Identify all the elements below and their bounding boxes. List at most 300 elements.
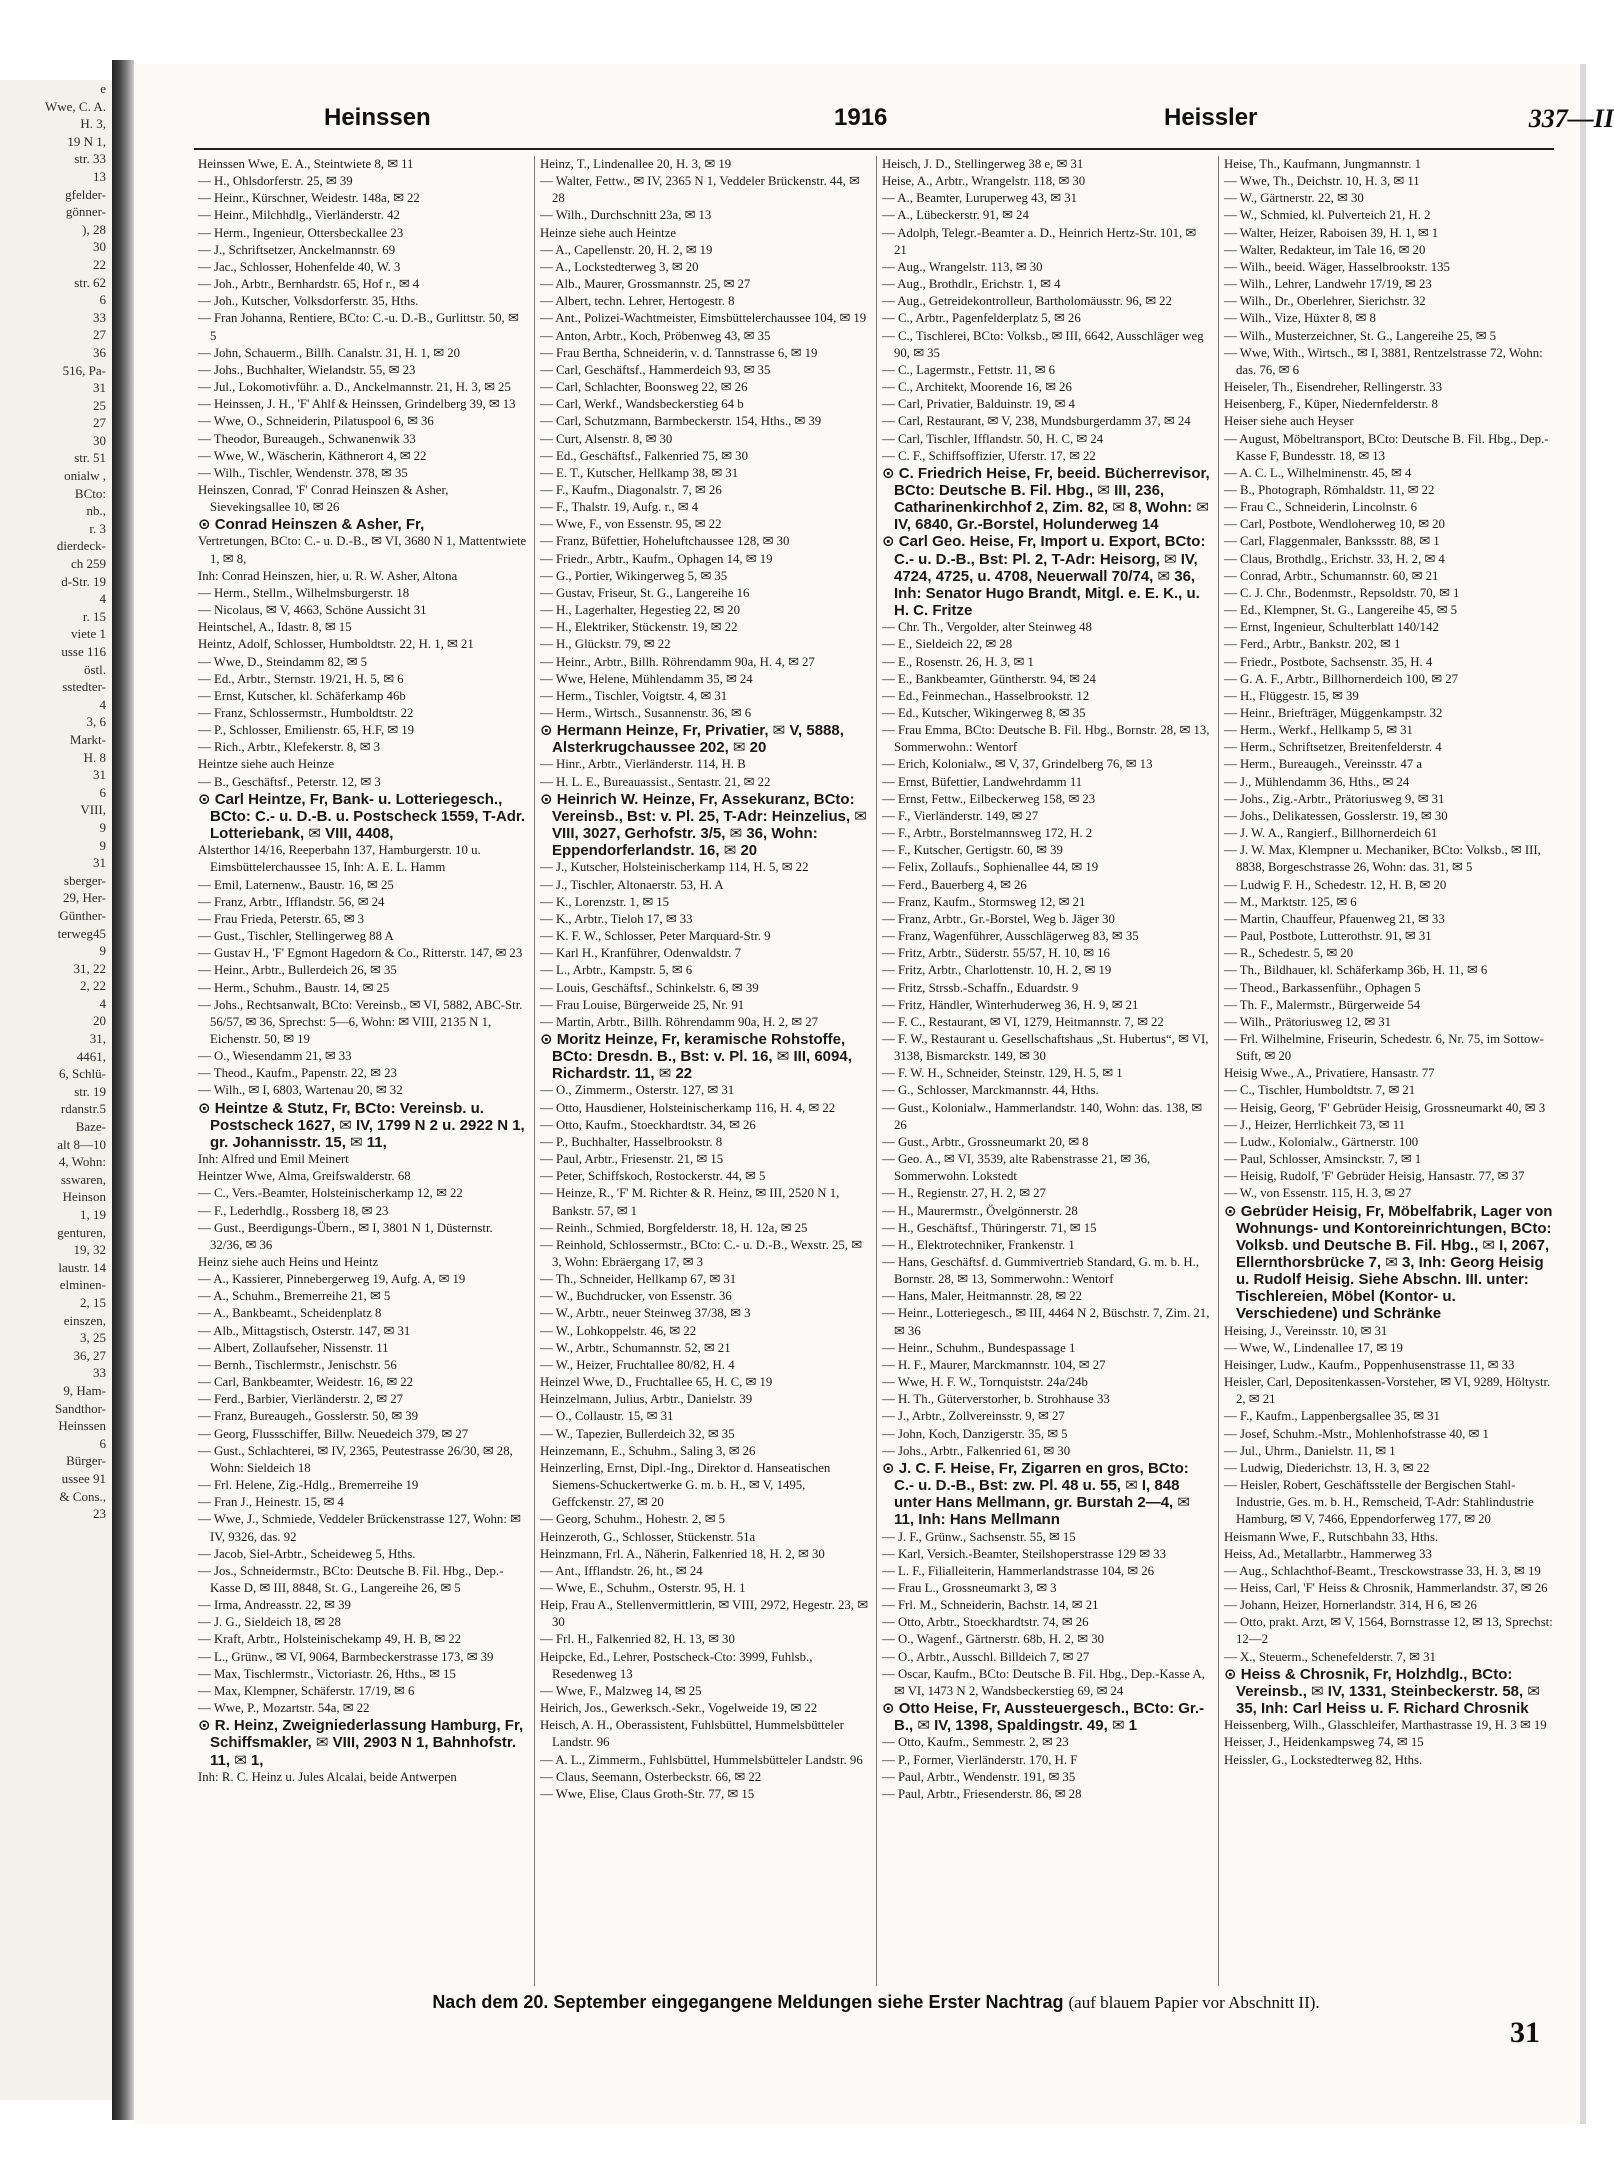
facing-page-line: elminen- — [59, 1277, 106, 1293]
directory-entry: — Heinssen, J. H., 'F' Ahlf & Heinssen, Grindelberg 39, ✉ 13 — [198, 397, 516, 412]
directory-entry: — Reinhold, Schlossermstr., BCto: C.- u. D.-B., Wexstr. 25, ✉ 3, Wohn: Ebräergang 17, ✉ 3 — [540, 1237, 862, 1269]
directory-entry: — H., Elektrotechniker, Frankenstr. 1 — [882, 1237, 1075, 1252]
facing-page-line: Bürger- — [66, 1453, 106, 1469]
directory-entry: — Gust., Tischler, Stellingerweg 88 A — [198, 929, 394, 944]
directory-entry: — Oscar, Kaufm., BCto: Deutsche B. Fil. Hbg., Dep.-Kasse A, ✉ VI, 1473 N 2, Wandsbeckerstieg 69, ✉ 24 — [882, 1666, 1205, 1698]
footer-note — [198, 1992, 1554, 2013]
directory-entry: — W., Heizer, Fruchtallee 80/82, H. 4 — [540, 1357, 735, 1372]
directory-entry: Heisch, A. H., Oberassistent, Fuhlsbüttel, Hummelsbütteler Landstr. 96 — [540, 1718, 844, 1750]
directory-entry: — Wilh., Vize, Hüxter 8, ✉ 8 — [1224, 311, 1376, 326]
facing-page-line: 33 — [93, 309, 106, 325]
directory-entry: — P., Former, Vierländerstr. 170, H. F — [882, 1752, 1078, 1767]
directory-entry: — Kraft, Arbtr., Holsteinischekamp 49, H. B, ✉ 22 — [198, 1632, 462, 1647]
directory-entry: — J., Arbtr., Zollvereinsstr. 9, ✉ 27 — [882, 1409, 1065, 1424]
facing-page-line: str. 33 — [74, 151, 106, 167]
directory-entry: — Paul, Arbtr., Friesenderstr. 86, ✉ 28 — [882, 1786, 1082, 1801]
directory-entry: — Jacob, Siel-Arbtr., Scheideweg 5, Hths. — [198, 1546, 416, 1561]
directory-entry: — Frl. H., Falkenried 82, H. 13, ✉ 30 — [540, 1632, 735, 1647]
facing-page-line: östl. — [83, 661, 106, 677]
facing-page-line: sswaren, — [60, 1171, 106, 1187]
directory-entry: — F. C., Restaurant, ✉ VI, 1279, Heitmannstr. 7, ✉ 22 — [882, 1014, 1164, 1029]
directory-entry: — H., Geschäftsf., Thüringerstr. 71, ✉ 15 — [882, 1220, 1097, 1235]
directory-entry: — Claus, Seemann, Osterbeckstr. 66, ✉ 22 — [540, 1769, 762, 1784]
facing-page-line: usse 116 — [61, 644, 106, 659]
directory-entry: — Heinr., Arbtr., Bullerdeich 26, ✉ 35 — [198, 963, 397, 978]
directory-entry: — Johs., Arbtr., Falkenried 61, ✉ 30 — [882, 1443, 1071, 1458]
directory-entry: — A., Bankbeamt., Scheidenplatz 8 — [198, 1306, 382, 1321]
directory-entry: — Franz, Schlossermstr., Humboldtstr. 22 — [198, 706, 414, 720]
directory-entry: — Herm., Bureaugeh., Vereinsstr. 47 a — [1224, 757, 1423, 772]
facing-page-line: VIII, — [80, 802, 106, 818]
facing-page-line: str. 62 — [74, 274, 106, 290]
directory-entry: — H., Regienstr. 27, H. 2, ✉ 27 — [882, 1186, 1046, 1201]
directory-entry: Heinzmann, Frl. A., Näherin, Falkenried 18, H. 2, ✉ 30 — [540, 1546, 825, 1561]
facing-page-line: 13 — [93, 168, 106, 184]
directory-entry: — Johs., Rechtsanwalt, BCto: Vereinsb., ✉ VI, 5882, ABC-Str. 56/57, ✉ 36, Sprechst: 5—6, Wohn: ✉ VIII, 2135 N 1, Eichenstr. 50, ✉ 19 — [198, 997, 523, 1046]
facing-page-line: nb., — [86, 503, 106, 519]
directory-entry: — C., Vers.-Beamter, Holsteinischerkamp 12, ✉ 22 — [198, 1186, 463, 1201]
directory-entry: — J., Tischler, Altonaerstr. 53, H. A — [540, 877, 724, 892]
facing-page-line: 3, 25 — [80, 1330, 106, 1346]
directory-entry: — Wilh., Musterzeichner, St. G., Langereihe 25, ✉ 5 — [1224, 328, 1497, 343]
scan-margin-top — [0, 0, 1600, 58]
directory-entry: Heisenberg, F., Küper, Niedernfelderstr. 8 — [1224, 397, 1438, 412]
directory-entry: — Walter, Heizer, Raboisen 39, H. 1, ✉ 1 — [1224, 225, 1439, 240]
facing-page-line: BCto: — [74, 485, 106, 501]
directory-entry: Heinzel Wwe, D., Fruchtallee 65, H. C, ✉ 19 — [540, 1375, 773, 1390]
directory-entry: — W., Schmied, kl. Pulverteich 21, H. 2 — [1224, 208, 1431, 223]
directory-entry: — Josef, Schuhm.-Mstr., Mohlenhofstrasse 40, ✉ 1 — [1224, 1426, 1489, 1441]
directory-entry: — Albert, Zollaufseher, Nissenstr. 11 — [198, 1340, 389, 1355]
facing-page-line: 31 — [93, 767, 106, 783]
directory-entry: — C. J. Chr., Bodenmstr., Repsoldstr. 70, ✉ 1 — [1224, 585, 1460, 600]
directory-entry: — O., Wiesendamm 21, ✉ 33 — [198, 1049, 352, 1064]
directory-entry: — Fritz, Strssb.-Schaffn., Eduardstr. 9 — [882, 980, 1079, 995]
directory-entry: ⊙ J. C. F. Heise, Fr, Zigarren en gros, BCto: C.- u. D.-B., Bst: zw. Pl. 48 u. 55, ✉ I, 848 unter Hans Mellmann, gr. Burstah 2—4, ✉ 11, Inh: Hans Mellmann — [882, 1459, 1190, 1529]
directory-entry: Heinzelmann, Julius, Arbtr., Danielstr. 39 — [540, 1392, 753, 1407]
facing-page-line: sstedter- — [62, 679, 106, 695]
column-divider — [534, 156, 535, 1986]
directory-entry: — C., Architekt, Moorende 16, ✉ 26 — [882, 380, 1072, 395]
directory-entry: — A., Lockstedterweg 3, ✉ 20 — [540, 259, 699, 274]
directory-entry: — O., Collaustr. 15, ✉ 31 — [540, 1409, 674, 1424]
facing-page-line: 36 — [93, 344, 106, 360]
facing-page-line: rdanstr.5 — [60, 1101, 106, 1117]
facing-page-line: 6 — [99, 784, 106, 800]
directory-entry: — Carl, Geschäftsf., Hammerdeich 93, ✉ 35 — [540, 362, 771, 377]
facing-page-line: r. 3 — [89, 520, 106, 536]
directory-entry: — Joh., Kutscher, Volksdorferstr. 35, Hths. — [198, 294, 419, 309]
facing-page-line: 9 — [99, 943, 106, 959]
directory-entry: — Karl H., Kranführer, Odenwaldstr. 7 — [540, 946, 741, 961]
directory-entry: Alsterthor 14/16, Reeperbahn 137, Hamburgerstr. 10 u. Eimsbüttelerchaussee 15, Inh: A. E. L. Hamm — [198, 843, 481, 875]
facing-page-line: 9, Ham- — [63, 1382, 106, 1398]
directory-entry: — Franz, Kaufm., Stormsweg 12, ✉ 21 — [882, 894, 1086, 909]
directory-entry: — Frl. Wilhelmine, Friseurin, Schedestr. 6, Nr. 75, im Sottow-Stift, ✉ 20 — [1224, 1031, 1544, 1064]
directory-entry: — J., Schriftsetzer, Anckelmannstr. 69 — [198, 242, 396, 257]
directory-entry: — E., Sieldeich 22, ✉ 28 — [882, 637, 1013, 652]
directory-entry: — Gustav H., 'F' Egmont Hagedorn & Co., Ritterstr. 147, ✉ 23 — [198, 946, 523, 961]
facing-page-line: 19, 32 — [73, 1242, 106, 1258]
directory-entry: — A., Lübeckerstr. 91, ✉ 24 — [882, 208, 1029, 223]
directory-entry: — Jac., Schlosser, Hohenfelde 40, W. 3 — [198, 259, 401, 274]
facing-page-line: d-Str. 19 — [61, 573, 106, 589]
directory-entry: — Karl, Versich.-Beamter, Steilshoperstrasse 129 ✉ 33 — [882, 1546, 1166, 1561]
directory-entry: Heinz, T., Lindenallee 20, H. 3, ✉ 19 — [540, 157, 732, 171]
facing-page-line: ussee 91 — [61, 1470, 106, 1486]
directory-entry: Heip, Frau A., Stellenvermittlerin, ✉ VIII, 2972, Hegestr. 23, ✉ 30 — [540, 1598, 868, 1630]
facing-page-line: 27 — [93, 327, 106, 343]
directory-entry: — Erich, Kolonialw., ✉ V, 37, Grindelberg 76, ✉ 13 — [882, 757, 1153, 772]
directory-entry: — Carl, Flaggenmaler, Bankssstr. 88, ✉ 1 — [1224, 534, 1440, 549]
book-gutter — [112, 60, 134, 2120]
directory-entry: — A. L., Zimmerm., Fuhlsbüttel, Hummelsbütteler Landstr. 96 — [540, 1752, 863, 1767]
directory-entry: — Martin, Chauffeur, Pfauenweg 21, ✉ 33 — [1224, 911, 1445, 926]
directory-entry: — Paul, Schlosser, Amsinckstr. 7, ✉ 1 — [1224, 1152, 1422, 1167]
directory-entry: — Wwe, W., Lindenallee 17, ✉ 19 — [1224, 1340, 1403, 1355]
facing-page-line: 6 — [99, 292, 106, 308]
facing-page-line: 4 — [99, 995, 106, 1011]
running-head-first-name: Heinssen — [324, 104, 431, 131]
running-head — [194, 104, 1614, 144]
directory-entry: ⊙ Conrad Heinszen & Asher, Fr, — [198, 516, 425, 534]
running-head-page: 337—II — [1528, 104, 1614, 133]
directory-entry: — Chr. Th., Vergolder, alter Steinweg 48 — [882, 620, 1092, 635]
facing-page-line: 516, Pa- — [62, 362, 106, 378]
facing-page-line: e — [100, 81, 106, 96]
directory-entry: — Reinh., Schmied, Borgfelderstr. 18, H. 12a, ✉ 25 — [540, 1220, 808, 1235]
directory-entry: Vertretungen, BCto: C.- u. D.-B., ✉ VI, 3680 N 1, Mattentwiete 1, ✉ 8, — [198, 534, 527, 566]
facing-page-line: 25 — [93, 397, 106, 413]
facing-page-line: 19 N 1, — [67, 133, 106, 149]
directory-entry: — H. F., Maurer, Marckmannstr. 104, ✉ 27 — [882, 1357, 1106, 1372]
directory-entry: — H., Maurermstr., Övelgönnerstr. 28 — [882, 1203, 1078, 1218]
directory-column-1 — [198, 156, 528, 1986]
directory-entry: — Max, Klempner, Schäferstr. 17/19, ✉ 6 — [198, 1683, 415, 1698]
facing-page-line: str. 19 — [74, 1083, 106, 1099]
directory-entry: — W., Buchdrucker, von Essenstr. 36 — [540, 1289, 732, 1304]
directory-entry: — F., Kaufm., Diagonalstr. 7, ✉ 26 — [540, 482, 722, 497]
facing-page-line: 4 — [99, 591, 106, 607]
directory-entry: — Otto, Kaufm., Semmestr. 2, ✉ 23 — [882, 1735, 1069, 1750]
directory-entry: — Gust., Beerdigungs-Übern., ✉ I, 3801 N 1, Düsternstr. 32/36, ✉ 36 — [198, 1220, 493, 1252]
directory-entry: — Johs., Buchhalter, Wielandstr. 55, ✉ 23 — [198, 362, 416, 377]
directory-entry: — B., Photograph, Römhaldstr. 11, ✉ 22 — [1224, 482, 1435, 497]
directory-entry: — Wilh., ✉ I, 6803, Wartenau 20, ✉ 32 — [198, 1083, 403, 1098]
directory-entry: — Max, Tischlermstr., Victoriastr. 26, Hths., ✉ 15 — [198, 1666, 456, 1681]
directory-entry: — H. L. E., Bureauassist., Sentastr. 21, ✉ 22 — [540, 774, 771, 789]
facing-page-line: laustr. 14 — [58, 1259, 106, 1275]
directory-entry: — C., Tischler, Humboldtstr. 7, ✉ 21 — [1224, 1083, 1416, 1098]
directory-entry: Heising, J., Vereinsstr. 10, ✉ 31 — [1224, 1323, 1388, 1338]
directory-entry: — Heinr., Lotteriegesch., ✉ III, 4464 N 2, Büschstr. 7, Zim. 21, ✉ 36 — [882, 1306, 1210, 1338]
directory-entry: — Johann, Heizer, Hornerlandstr. 314, H 6, ✉ 26 — [1224, 1598, 1477, 1613]
facing-page-line: 20 — [93, 1013, 106, 1029]
directory-entry: — Wilh., Prätoriusweg 12, ✉ 31 — [1224, 1014, 1392, 1029]
directory-entry: — Otto, Kaufm., Stoeckhardtstr. 34, ✉ 26 — [540, 1117, 756, 1132]
directory-entry: — Theodor, Bureaugeh., Schwanenwik 33 — [198, 431, 416, 446]
directory-entry: — K. F. W., Schlosser, Peter Marquard-Str. 9 — [540, 929, 771, 944]
facing-page-line: Wwe, C. A. — [44, 98, 106, 114]
directory-entry: — K., Arbtr., Tieloh 17, ✉ 33 — [540, 911, 693, 926]
running-head-year: 1916 — [834, 104, 888, 131]
directory-entry: — A., Capellenstr. 20, H. 2, ✉ 19 — [540, 242, 713, 257]
facing-page-line: alt 8—10 — [57, 1136, 106, 1152]
directory-entry: — L., Arbtr., Kampstr. 5, ✉ 6 — [540, 963, 693, 978]
footer-note-main: Nach dem 20. September eingegangene Meldungen siehe Erster Nachtrag — [432, 1992, 1064, 2012]
directory-entry: — Paul, Postbote, Lutterothstr. 91, ✉ 31 — [1224, 929, 1432, 944]
directory-entry: ⊙ R. Heinz, Zweigniederlassung Hamburg, Fr, Schiffsmakler, ✉ VIII, 2903 N 1, Bahnhofstr. 11, ✉ 1, — [198, 1717, 524, 1769]
directory-entry: — Herm., Ingenieur, Ottersbeckallee 23 — [198, 225, 404, 240]
directory-entry: Heinszen, Conrad, 'F' Conrad Heinszen & Asher, Sievekingsallee 10, ✉ 26 — [198, 482, 449, 515]
directory-entry: — J., Heizer, Herrlichkeit 73, ✉ 11 — [1224, 1117, 1406, 1132]
directory-entry: — Wwe, E., Schuhm., Osterstr. 95, H. 1 — [540, 1580, 746, 1595]
directory-entry: Heirich, Jos., Gewerksch.-Sekr., Vogelweide 19, ✉ 22 — [540, 1701, 818, 1716]
directory-entry: — J., Kutscher, Holsteinischerkamp 114, H. 5, ✉ 22 — [540, 860, 809, 875]
facing-page-fragment — [0, 80, 112, 2100]
directory-entry: — Ludwig, Diederichstr. 13, H. 3, ✉ 22 — [1224, 1460, 1430, 1475]
directory-entry: — Wilh., Durchschnitt 23a, ✉ 13 — [540, 208, 712, 223]
directory-entry: — H., Ohlsdorferstr. 25, ✉ 39 — [198, 174, 353, 189]
directory-entry: — E., Bankbeamter, Güntherstr. 94, ✉ 24 — [882, 671, 1096, 686]
facing-page-line: 4461, — [76, 1048, 106, 1064]
footer-note-paren: (auf blauem Papier vor Abschnitt II). — [1068, 1993, 1320, 2012]
facing-page-line: Heinson — [62, 1189, 106, 1205]
directory-entry: — C., Arbtr., Pagenfelderplatz 5, ✉ 26 — [882, 311, 1081, 326]
directory-entry: — Irma, Andreasstr. 22, ✉ 39 — [198, 1598, 351, 1613]
directory-entry: — Carl, Postbote, Wendloherweg 10, ✉ 20 — [1224, 517, 1445, 532]
directory-entry: — Heisler, Robert, Geschäftsstelle der Bergischen Stahl-Industrie, Ges. m. b. H., Remscheid, T-Adr: Stahlindustrie Hamburg, ✉ V, 7466, Eppendorferweg 177, ✉ 20 — [1224, 1478, 1534, 1527]
directory-entry: — Fran J., Heinestr. 15, ✉ 4 — [198, 1495, 344, 1510]
directory-entry: — Wilh., beeid. Wäger, Hasselbrookstr. 135 — [1224, 259, 1450, 274]
directory-entry: — August, Möbeltransport, BCto: Deutsche B. Fil. Hbg., Dep.-Kasse F, Bundesstr. 18, ✉ 13 — [1224, 431, 1549, 463]
directory-entry: — F., Kaufm., Lappenbergsallee 35, ✉ 31 — [1224, 1409, 1440, 1424]
directory-entry: — G., Portier, Wikingerweg 5, ✉ 35 — [540, 568, 728, 583]
facing-page-line: 31 — [93, 855, 106, 871]
facing-page-line: Markt- — [69, 731, 106, 747]
directory-entry: — John, Koch, Danzigerstr. 35, ✉ 5 — [882, 1426, 1068, 1441]
directory-entry: — Frau C., Schneiderin, Lincolnstr. 6 — [1224, 500, 1417, 515]
directory-entry: — Frau Emma, BCto: Deutsche B. Fil. Hbg., Bornstr. 28, ✉ 13, Sommerwohn.: Wentorf — [882, 723, 1210, 755]
directory-entry: — H., Lagerhalter, Hegestieg 22, ✉ 20 — [540, 603, 740, 618]
directory-entry: — F. W., Restaurant u. Gesellschaftshaus „St. Hubertus“, ✉ VI, 3138, Bismarckstr. 149, ✉ 30 — [882, 1031, 1209, 1064]
directory-entry: — Friedr., Arbtr., Kaufm., Ophagen 14, ✉ 19 — [540, 551, 773, 566]
directory-entry: — Bernh., Tischlermstr., Jenischstr. 56 — [198, 1357, 397, 1372]
directory-entry: — O., Zimmerm., Osterstr. 127, ✉ 31 — [540, 1083, 735, 1098]
directory-entry: — Hans, Geschäftsf. d. Gummivertrieb Standard, G. m. b. H., Bornstr. 28, ✉ 13, Sommerwohn.: Wentorf — [882, 1255, 1200, 1287]
directory-entry: — Gust., Arbtr., Grossneumarkt 20, ✉ 8 — [882, 1134, 1089, 1149]
facing-page-line: 30 — [93, 239, 106, 255]
directory-entry: — F. W. H., Schneider, Steinstr. 129, H. 5, ✉ 1 — [882, 1066, 1123, 1081]
directory-entry: ⊙ Gebrüder Heisig, Fr, Möbelfabrik, Lager von Wohnungs- und Kontoreinrichtungen, BCto: Volksb. und Deutsche B. Fil. Hbg., ✉ I, 2067, Ellernthorsbrücke 7, ✉ 3, Inh: Georg Heisig u. Rudolf Heisig. Siehe Abschn. III. unter: Tischlereien, Möbel (Kontor- u. Verschiedene) und Schränke — [1224, 1202, 1553, 1323]
directory-entry: Heiseler, Th., Eisendreher, Rellingerstr. 33 — [1224, 380, 1443, 395]
directory-entry: — Georg, Schuhm., Hohestr. 2, ✉ 5 — [540, 1512, 726, 1527]
directory-entry: Heinssen Wwe, E. A., Steintwiete 8, ✉ 11 — [198, 157, 414, 171]
directory-entry: — Otto, Hausdiener, Holsteinischerkamp 116, H. 4, ✉ 22 — [540, 1100, 836, 1115]
facing-page-line: Baze- — [75, 1119, 106, 1135]
directory-entry: — Otto, prakt. Arzt, ✉ V, 1564, Bornstrasse 12, ✉ 13, Sprechst: 12—2 — [1224, 1615, 1553, 1647]
facing-page-line: 31, — [89, 1031, 106, 1047]
facing-page-line: 33 — [93, 1365, 106, 1381]
directory-entry: — Frau Bertha, Schneiderin, v. d. Tannstrasse 6, ✉ 19 — [540, 345, 818, 360]
directory-entry: — O., Wagenf., Gärtnerstr. 68b, H. 2, ✉ 30 — [882, 1632, 1104, 1647]
directory-entry: — W., Arbtr., Schumannstr. 52, ✉ 21 — [540, 1340, 731, 1355]
directory-entry: — Aug., Getreidekontrolleur, Bartholomäusstr. 96, ✉ 22 — [882, 294, 1172, 309]
directory-entry: — W., Gärtnerstr. 22, ✉ 30 — [1224, 191, 1364, 206]
directory-entry: — Frau Frieda, Peterstr. 65, ✉ 3 — [198, 911, 365, 926]
directory-entry: — Louis, Geschäftsf., Schinkelstr. 6, ✉ 39 — [540, 980, 759, 995]
directory-entry: Heisig Wwe., A., Privatiere, Hansastr. 77 — [1224, 1066, 1435, 1081]
directory-entry: — Wwe, With., Wirtsch., ✉ I, 3881, Rentzelstrasse 72, Wohn: das. 76, ✉ 6 — [1224, 345, 1543, 377]
facing-page-line: ch 259 — [70, 556, 106, 572]
directory-entry: — Heinr., Schuhm., Bundespassage 1 — [882, 1340, 1076, 1355]
directory-entry: — Jos., Schneidermstr., BCto: Deutsche B. Fil. Hbg., Dep.-Kasse D, ✉ III, 8848, St. G., Langereihe 26, ✉ 5 — [198, 1563, 504, 1595]
directory-entry: — C., Tischlerei, BCto: Volksb., ✉ III, 6642, Ausschläger weg 90, ✉ 35 — [882, 328, 1204, 360]
directory-entry: — B., Geschäftsf., Peterstr. 12, ✉ 3 — [198, 774, 381, 789]
directory-entry: — Herm., Tischler, Voigtstr. 4, ✉ 31 — [540, 688, 728, 703]
facing-page-line: Sandthor- — [54, 1400, 106, 1416]
directory-entry: — W., Arbtr., neuer Steinweg 37/38, ✉ 3 — [540, 1306, 751, 1321]
directory-entry: — Fritz, Arbtr., Süderstr. 55/57, H. 10, ✉ 16 — [882, 946, 1110, 961]
facing-page-line: viete 1 — [70, 626, 106, 642]
directory-entry: — Carl, Tischler, Ifflandstr. 50, H. C, ✉ 24 — [882, 431, 1104, 446]
facing-page-line: 31 — [93, 380, 106, 396]
facing-page-line: onialw , — [64, 468, 106, 484]
directory-entry: — Ludw., Kolonialw., Gärtnerstr. 100 — [1224, 1134, 1419, 1149]
directory-entry: — Wwe, F., Malzweg 14, ✉ 25 — [540, 1683, 702, 1698]
directory-entry: — Wwe, D., Steindamm 82, ✉ 5 — [198, 654, 368, 669]
directory-entry: — Rich., Arbtr., Klefekerstr. 8, ✉ 3 — [198, 740, 381, 755]
directory-entry: — Emil, Laternenw., Baustr. 16, ✉ 25 — [198, 877, 394, 892]
directory-entry: — Frau Louise, Bürgerweide 25, Nr. 91 — [540, 997, 745, 1012]
directory-entry: Heipcke, Ed., Lehrer, Postscheck-Cto: 3999, Fuhlsb., Resedenweg 13 — [540, 1649, 813, 1681]
facing-page-line: gfelder- — [65, 186, 106, 202]
directory-entry: — Ed., Kutscher, Wikingerweg 8, ✉ 35 — [882, 706, 1086, 720]
directory-entry: — Albert, techn. Lehrer, Hertogestr. 8 — [540, 294, 735, 309]
directory-column-3 — [882, 156, 1212, 1986]
facing-page-line: Heinssen — [58, 1418, 106, 1434]
directory-entry: — Fritz, Arbtr., Charlottenstr. 10, H. 2, ✉ 19 — [882, 963, 1112, 978]
directory-entry: — Herm., Schuhm., Baustr. 14, ✉ 25 — [198, 980, 390, 995]
directory-entry: — Aug., Brothdlr., Erichstr. 1, ✉ 4 — [882, 277, 1061, 292]
directory-entry: — C. F., Schiffsoffizier, Uferstr. 17, ✉ 22 — [882, 448, 1096, 463]
directory-entry: — John, Schauerm., Billh. Canalstr. 31, H. 1, ✉ 20 — [198, 345, 461, 360]
directory-entry: — Franz, Büfettier, Hoheluftchaussee 128, ✉ 30 — [540, 534, 790, 549]
directory-entry: — A., Kassierer, Pinnebergerweg 19, Aufg. A, ✉ 19 — [198, 1272, 466, 1287]
directory-entry: — J. G., Sieldeich 18, ✉ 28 — [198, 1615, 341, 1630]
directory-entry: — Wilh., Tischler, Wendenstr. 378, ✉ 35 — [198, 465, 408, 480]
directory-entry: — Claus, Brothdlg., Erichstr. 33, H. 2, ✉ 4 — [1224, 551, 1445, 566]
directory-entry: — Felix, Zollaufs., Sophienallee 44, ✉ 19 — [882, 860, 1099, 875]
facing-page-line: H. 8 — [83, 749, 106, 765]
facing-page-line: 9 — [99, 837, 106, 853]
directory-entry: Heinze siehe auch Heintze — [540, 225, 677, 240]
facing-page-line: 27 — [93, 415, 106, 431]
directory-entry: — W., von Essenstr. 115, H. 3, ✉ 27 — [1224, 1186, 1412, 1201]
directory-entry: — Walter, Redakteur, im Tale 16, ✉ 20 — [1224, 242, 1426, 257]
directory-entry: Heintz, Adolf, Schlosser, Humboldtstr. 22, H. 1, ✉ 21 — [198, 637, 474, 652]
facing-page-line: 3, 6 — [86, 714, 106, 730]
directory-entry: — Wwe, H. F. W., Tornquiststr. 24a/24b — [882, 1375, 1088, 1390]
directory-entry: — Wwe, O., Schneiderin, Pilatuspool 6, ✉ 36 — [198, 414, 434, 429]
directory-entry: Heisch, J. D., Stellingerweg 38 e, ✉ 31 — [882, 157, 1084, 171]
directory-entry: — F., Vierländerstr. 149, ✉ 27 — [882, 808, 1039, 823]
directory-entry: — Theod., Barkassenführ., Ophagen 5 — [1224, 980, 1421, 995]
directory-entry: — Heinze, R., 'F' M. Richter & R. Heinz, ✉ III, 2520 N 1, Bankstr. 57, ✉ 1 — [540, 1186, 840, 1218]
directory-entry: — Ed., Klempner, St. G., Langereihe 45, ✉ 5 — [1224, 603, 1458, 618]
facing-page-line: & Cons., — [59, 1488, 106, 1504]
directory-entry: Heisinger, Ludw., Kaufm., Poppenhusenstrasse 11, ✉ 33 — [1224, 1357, 1515, 1372]
directory-entry: ⊙ Heintze & Stutz, Fr, BCto: Vereinsb. u. Postscheck 1627, ✉ IV, 1799 N 2 u. 2922 N 1, gr. Johannisstr. 15, ✉ 11, — [198, 1099, 525, 1151]
directory-entry: — Carl, Schutzmann, Barmbeckerstr. 154, Hths., ✉ 39 — [540, 414, 822, 429]
directory-entry: — Franz, Wagenführer, Ausschlägerweg 83, ✉ 35 — [882, 929, 1139, 944]
directory-entry: — Frl. Helene, Zig.-Hdlg., Bremerreihe 19 — [198, 1478, 419, 1493]
facing-page-line: 1, 19 — [80, 1207, 106, 1222]
directory-entry: — Martin, Arbtr., Billh. Röhrendamm 90a, H. 2, ✉ 27 — [540, 1014, 819, 1029]
directory-entry: — Aug., Wrangelstr. 113, ✉ 30 — [882, 259, 1043, 274]
header-rule — [194, 148, 1554, 150]
directory-entry: — Frl. M., Schneiderin, Bachstr. 14, ✉ 21 — [882, 1598, 1099, 1613]
directory-entry: — Johs., Zig.-Arbtr., Prätoriusweg 9, ✉ 31 — [1224, 791, 1445, 806]
directory-entry: — Heinr., Milchhdlg., Vierländerstr. 42 — [198, 208, 400, 223]
directory-entry: ⊙ Moritz Heinze, Fr, keramische Rohstoffe, BCto: Dresdn. B., Bst: v. Pl. 16, ✉ III, 6094, Richardstr. 11, ✉ 22 — [540, 1030, 852, 1083]
directory-entry: — Heisig, Georg, 'F' Gebrüder Heisig, Grossneumarkt 40, ✉ 3 — [1224, 1100, 1546, 1115]
facing-page-line: str. 51 — [74, 450, 106, 466]
facing-page-line: 29, Her- — [62, 890, 106, 906]
directory-entry: — Curt, Alsenstr. 8, ✉ 30 — [540, 431, 673, 446]
directory-entry: — Paul, Arbtr., Wendenstr. 191, ✉ 35 — [882, 1769, 1076, 1784]
directory-entry: — Carl, Privatier, Balduinstr. 19, ✉ 4 — [882, 397, 1075, 412]
directory-entry: — Ant., Polizei-Wachtmeister, Eimsbüttelerchaussee 104, ✉ 19 — [540, 311, 867, 326]
directory-entry: Heintze siehe auch Heinze — [198, 757, 335, 772]
directory-entry: — L. F., Filialleiterin, Hammerlandstrasse 104, ✉ 26 — [882, 1563, 1154, 1578]
directory-entry: — Hans, Maler, Heitmannstr. 28, ✉ 22 — [882, 1289, 1083, 1304]
column-divider — [1218, 156, 1219, 1986]
directory-entry: — Ludwig F. H., Schedestr. 12, H. B, ✉ 20 — [1224, 877, 1447, 892]
directory-entry: — Ed., Arbtr., Sternstr. 19/21, H. 5, ✉ 6 — [198, 671, 404, 686]
directory-entry: — W., Tapezier, Bullerdeich 32, ✉ 35 — [540, 1426, 735, 1441]
directory-entry: — C., Lagermstr., Fettstr. 11, ✉ 6 — [882, 362, 1056, 377]
directory-entry: — G., Schlosser, Marckmannstr. 44, Hths. — [882, 1083, 1099, 1098]
directory-entry: — Alb., Mittagstisch, Osterstr. 147, ✉ 31 — [198, 1323, 411, 1338]
directory-entry: — E., Rosenstr. 26, H. 3, ✉ 1 — [882, 654, 1034, 669]
directory-entry: — Ed., Feinmechan., Hasselbrookstr. 12 — [882, 688, 1090, 703]
directory-entry: Heisser, J., Heidenkampsweg 74, ✉ 15 — [1224, 1735, 1424, 1750]
directory-entry: — Ant., Ifflandstr. 26, ht., ✉ 24 — [540, 1563, 703, 1578]
directory-entry: — Carl, Bankbeamter, Weidestr. 16, ✉ 22 — [198, 1375, 414, 1390]
directory-entry: — Wwe, Th., Deichstr. 10, H. 3, ✉ 11 — [1224, 174, 1420, 189]
facing-page-line: 30 — [93, 432, 106, 448]
facing-page-line: ), 28 — [82, 221, 106, 237]
directory-entry: — H., Glückstr. 79, ✉ 22 — [540, 637, 671, 652]
directory-entry: — A., Schuhm., Bremerreihe 21, ✉ 5 — [198, 1289, 391, 1304]
directory-entry: — J. F., Grünw., Sachsenstr. 55, ✉ 15 — [882, 1529, 1076, 1544]
directory-entry: Heintzer Wwe, Alma, Greifswalderstr. 68 — [198, 1169, 411, 1184]
directory-entry: — Wwe, Helene, Mühlendamm 35, ✉ 24 — [540, 671, 753, 686]
directory-entry: ⊙ C. Friedrich Heise, Fr, beeid. Bücherrevisor, BCto: Deutsche B. Fil. Hbg., ✉ III, 236, Catharinenkirchhof 2, Zim. 82, ✉ 8, Wohn: ✉ IV, 6840, Gr.-Borstel, Holunderweg 14 — [882, 464, 1210, 534]
directory-entry: — Th. F., Malermstr., Bürgerweide 54 — [1224, 997, 1421, 1012]
directory-entry: ⊙ Carl Heintze, Fr, Bank- u. Lotteriegesch., BCto: C.- u. D.-B. u. Postscheck 1559, T-Adr. Lotteriebank, ✉ VIII, 4408, — [198, 790, 526, 843]
directory-entry: — Peter, Schiffskoch, Rostockerstr. 44, ✉ 5 — [540, 1169, 766, 1184]
directory-entry: — Wilh., Dr., Oberlehrer, Sierichstr. 32 — [1224, 294, 1426, 309]
facing-page-line: dierdeck- — [56, 538, 106, 554]
directory-entry: — Th., Bildhauer, kl. Schäferkamp 36b, H. 11, ✉ 6 — [1224, 963, 1488, 978]
directory-entry: — H., Flüggestr. 15, ✉ 39 — [1224, 688, 1359, 703]
directory-entry: — Ernst, Ingenieur, Schulterblatt 140/142 — [1224, 620, 1439, 635]
directory-entry: Heinzeroth, G., Schlosser, Stückenstr. 51a — [540, 1529, 756, 1544]
directory-entry: Heise, A., Arbtr., Wrangelstr. 118, ✉ 30 — [882, 174, 1086, 189]
directory-entry: — L., Grünw., ✉ VI, 9064, Barmbeckerstrasse 173, ✉ 39 — [198, 1649, 494, 1664]
